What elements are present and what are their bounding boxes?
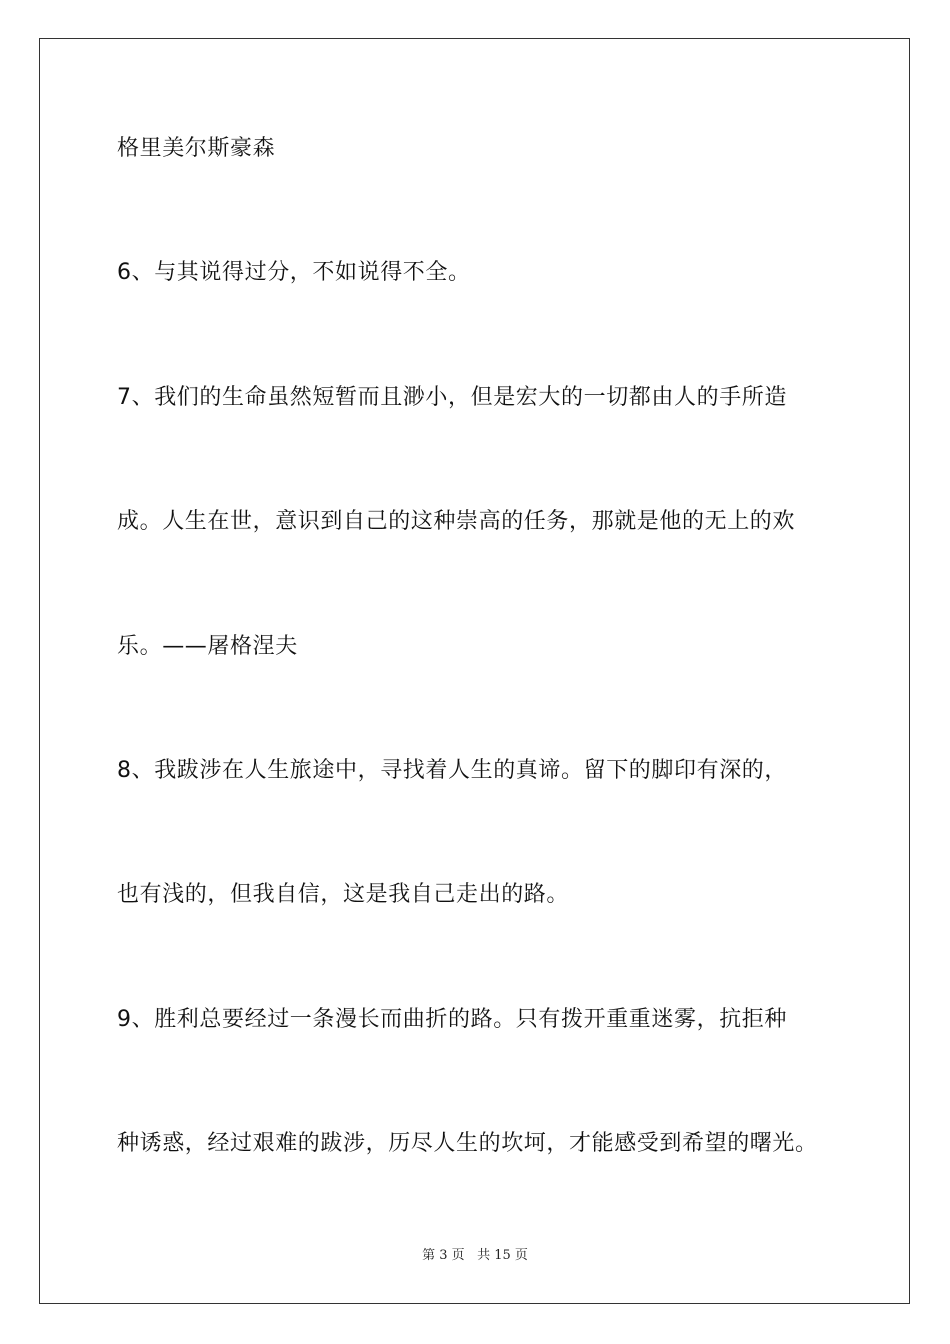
text-line: 成。人生在世，意识到自己的这种崇高的任务，那就是他的无上的欢 (117, 509, 796, 534)
text-line: 9、胜利总要经过一条漫长而曲折的路。只有拨开重重迷雾，抗拒种 (117, 1007, 787, 1032)
text-line: 6、与其说得过分，不如说得不全。 (117, 260, 471, 285)
text-line: 种诱惑，经过艰难的跋涉，历尽人生的坎坷，才能感受到希望的曙光。 (117, 1131, 818, 1156)
text-line: 8、我跋涉在人生旅途中，寻找着人生的真谛。留下的脚印有深的， (117, 758, 787, 783)
page-footer (0, 1246, 950, 1266)
page-number: 第 3 页 (422, 1248, 465, 1263)
text-line: 格里美尔斯豪森 (117, 136, 276, 161)
text-line: 也有浅的，但我自信，这是我自己走出的路。 (117, 882, 570, 907)
text-line: 7、我们的生命虽然短暂而且渺小，但是宏大的一切都由人的手所造 (117, 385, 787, 410)
text-line: 乐。——屠格涅夫 (117, 634, 298, 659)
total-pages: 共 15 页 (477, 1248, 528, 1263)
page-border (39, 38, 910, 1304)
